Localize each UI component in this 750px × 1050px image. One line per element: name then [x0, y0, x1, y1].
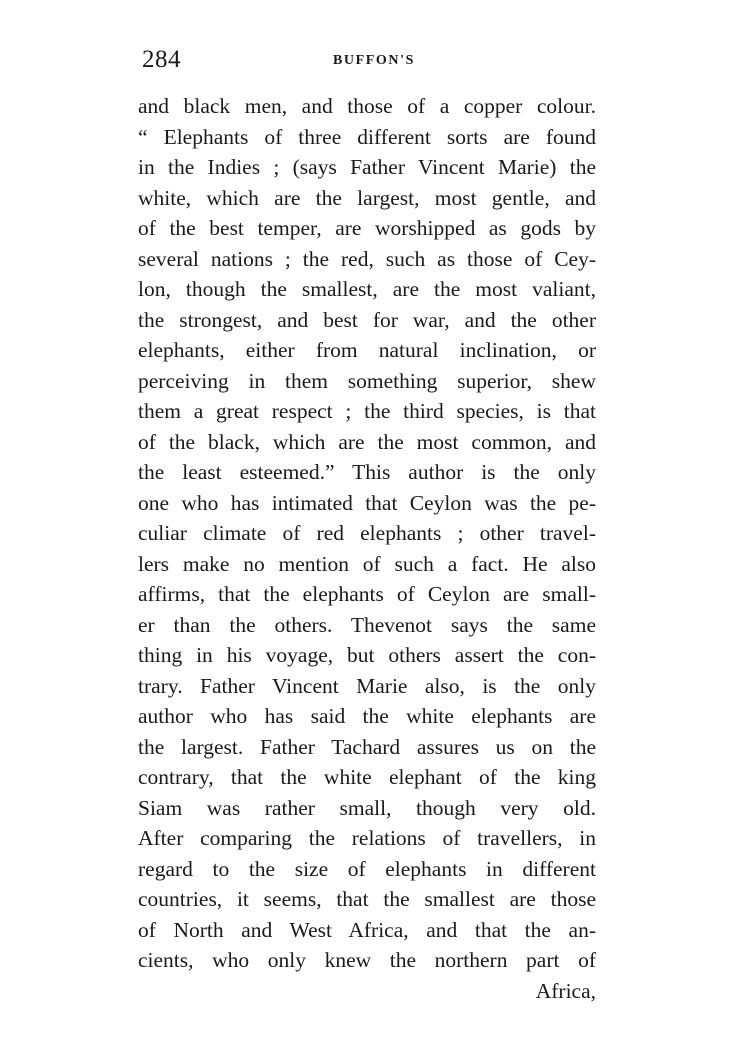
text-line: them a great respect ; the third species, is that [138, 399, 596, 423]
text-line: perceiving in them something superior, shew [138, 368, 596, 393]
text-line: and black men, and those of a copper colour. [138, 94, 596, 118]
text-line: of the black, which are the most common, and [138, 429, 596, 454]
text-line: After comparing the relations of travellers, in [138, 826, 596, 850]
page-number: 284 [142, 46, 181, 73]
body-text [138, 91, 596, 1006]
text-line: culiar climate of red elephants ; other travel- [138, 521, 596, 545]
text-line: of the best temper, are worshipped as gods by [138, 216, 596, 240]
text-line: thing in his voyage, but others assert the con- [138, 643, 596, 667]
text-line: the largest. Father Tachard assures us on the [138, 734, 596, 759]
text-line: author who has said the white elephants are [138, 704, 596, 728]
text-line: contrary, that the white elephant of the king [138, 765, 596, 789]
text-line: cients, who only knew the northern part of [138, 948, 596, 972]
text-line: Siam was rather small, though very old. [138, 795, 596, 820]
text-line: elephants, either from natural inclination, or [138, 338, 596, 362]
catchword-line: Africa, [535, 978, 596, 1003]
running-head: BUFFON'S [332, 53, 416, 68]
text-line: lers make no mention of such a fact. He also [138, 551, 596, 576]
text-line: “ Elephants of three different sorts are found [138, 124, 596, 149]
page-header [142, 46, 594, 80]
text-line: the least esteemed.” This author is the only [138, 460, 596, 484]
text-line: several nations ; the red, such as those of Cey- [138, 246, 596, 271]
text-line: countries, it seems, that the smallest are those [138, 887, 596, 911]
text-line: the strongest, and best for war, and the other [138, 307, 596, 332]
text-line: trary. Father Vincent Marie also, is the only [138, 673, 596, 698]
text-line: regard to the size of elephants in different [138, 856, 596, 881]
text-line: er than the others. Thevenot says the same [138, 612, 596, 637]
text-line: white, which are the largest, most gentle, and [138, 185, 596, 210]
text-line: affirms, that the elephants of Ceylon are small- [138, 582, 596, 606]
text-line: of North and West Africa, and that the an- [138, 917, 596, 942]
text-line: one who has intimated that Ceylon was the pe- [138, 490, 596, 515]
text-line: in the Indies ; (says Father Vincent Marie) the [138, 155, 596, 179]
text-line: lon, though the smallest, are the most valiant, [138, 277, 596, 301]
